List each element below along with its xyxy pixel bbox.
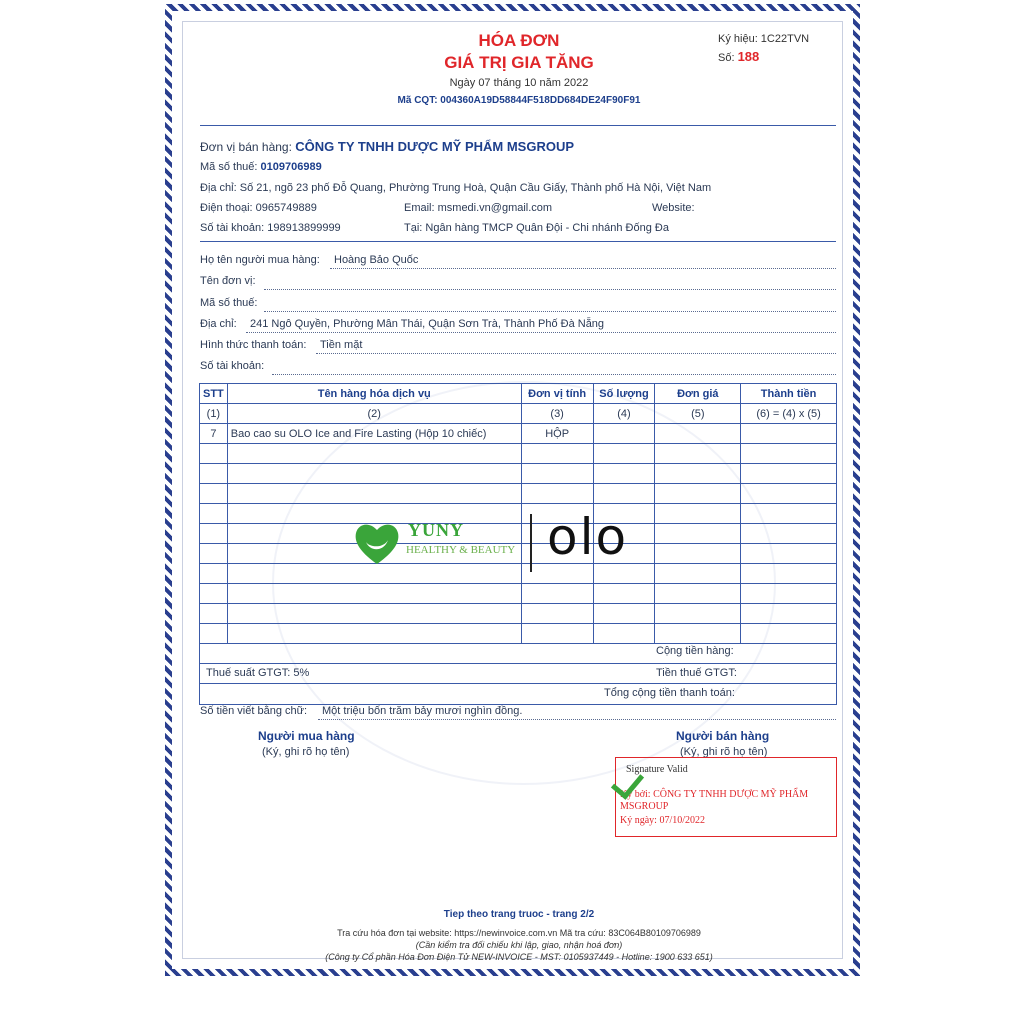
seller-name-label: Đơn vị bán hàng: — [200, 140, 296, 154]
payment-label: Hình thức thanh toán: — [200, 339, 307, 351]
dotted-line — [330, 268, 836, 269]
seller-email: Email: msmedi.vn@gmail.com — [404, 202, 553, 214]
summary-box — [199, 643, 837, 705]
dotted-line — [264, 289, 836, 290]
table-subheader-row — [200, 404, 837, 424]
buyer-account-label: Số tài khoản: — [200, 360, 265, 372]
signature-by: Ký bởi: CÔNG TY TNHH DƯỢC MỸ PHẨM MSGROUP — [620, 789, 809, 812]
yuny-logo-text: YUNY — [408, 520, 464, 540]
buyer-tax-label: Mã số thuế: — [200, 297, 258, 309]
row-stt: 7 — [200, 424, 228, 444]
payment-method: Tiền mặt — [320, 339, 363, 351]
seller-tax-label: Mã số thuế: — [200, 161, 261, 173]
col-header-amount: Thành tiền — [741, 384, 837, 404]
buyer-name: Hoàng Bảo Quốc — [334, 254, 419, 266]
col-header-price: Đơn giá — [655, 384, 741, 404]
divider — [200, 125, 836, 126]
table-row-empty — [200, 464, 837, 484]
table-row-empty — [200, 444, 837, 464]
digital-signature-box — [615, 757, 837, 837]
row-price-redacted — [655, 424, 741, 444]
seller-phone: Điện thoại: 0965749889 — [200, 202, 317, 214]
row-amount-redacted — [741, 424, 837, 444]
table-row-empty — [200, 604, 837, 624]
brand-logos — [352, 508, 682, 584]
subheader: (6) = (4) x (5) — [741, 404, 837, 424]
subheader: (1) — [200, 404, 228, 424]
amount-words-label: Số tiền viết bằng chữ: — [200, 705, 308, 717]
signature-date: Ký ngày: 07/10/2022 — [620, 815, 705, 826]
subheader: (3) — [521, 404, 593, 424]
invoice-frame — [165, 4, 860, 976]
invoice-symbol: Ký hiệu: 1C22TVN — [718, 33, 810, 45]
dotted-line — [318, 719, 836, 720]
seller-website: Website: — [652, 202, 695, 214]
col-header-stt: STT — [200, 384, 228, 404]
dotted-line — [272, 374, 836, 375]
lookup-info: Tra cứu hóa đơn tại website: https://newinvoice.com.vn Mã tra cứu: 83C064B80109706989 — [337, 928, 701, 938]
invoice-title: HÓA ĐƠN — [478, 31, 560, 50]
table-row-empty — [200, 624, 837, 644]
table-row-empty — [200, 484, 837, 504]
yuny-logo-sub: HEALTHY & BEAUTY — [406, 544, 516, 556]
buyer-sign-title: Người mua hàng — [258, 729, 355, 743]
page-continue: Tiep theo trang truoc - trang 2/2 — [443, 909, 595, 920]
divider — [200, 241, 836, 242]
table-header-row — [200, 384, 837, 404]
total-label: Tổng cộng tiền thanh toán: — [604, 687, 735, 699]
vat-label: Tiền thuế GTGT: — [656, 667, 737, 679]
row-name: Bao cao su OLO Ice and Fire Lasting (Hộp 10 chiếc) — [227, 424, 521, 444]
buyer-unit-label: Tên đơn vị: — [200, 275, 256, 287]
olo-logo: olo — [547, 508, 629, 566]
seller-name-row — [200, 139, 574, 154]
invoice-number-label: Số: — [718, 52, 738, 64]
seller-sign-sub: (Ký, ghi rõ họ tên) — [680, 746, 768, 758]
table-row-empty — [200, 584, 837, 604]
invoice-subtitle: GIÁ TRỊ GIA TĂNG — [444, 53, 594, 72]
signature-valid: Signature Valid — [626, 764, 688, 775]
buyer-name-label: Họ tên người mua hàng: — [200, 254, 320, 266]
subheader: (2) — [227, 404, 521, 424]
row-qty-redacted — [593, 424, 655, 444]
yuny-heart-logo — [352, 518, 402, 568]
dotted-line — [246, 332, 836, 333]
invoice-date: Ngày 07 tháng 10 năm 2022 — [449, 77, 589, 89]
subheader: (4) — [593, 404, 655, 424]
seller-account: Số tài khoản: 198913899999 — [200, 222, 341, 234]
divider — [200, 683, 836, 684]
table-row — [200, 424, 837, 444]
divider — [200, 663, 836, 664]
vat-rate: Thuế suất GTGT: 5% — [206, 667, 310, 679]
subheader: (5) — [655, 404, 741, 424]
seller-sign-title: Người bán hàng — [676, 729, 770, 743]
tax-authority-code: Mã CQT: 004360A19D58844F518DD684DE24F90F91 — [397, 95, 641, 106]
subtotal-label: Cộng tiền hàng: — [656, 645, 734, 657]
col-header-name: Tên hàng hóa dịch vụ — [227, 384, 521, 404]
buyer-address: 241 Ngô Quyền, Phường Mân Thái, Quận Sơn Trà, Thành Phố Đà Nẵng — [250, 318, 605, 330]
invoice-number — [718, 49, 759, 64]
buyer-address-label: Địa chỉ: — [200, 318, 237, 330]
dotted-line — [264, 311, 836, 312]
seller-name: CÔNG TY TNHH DƯỢC MỸ PHẨM MSGROUP — [295, 139, 575, 154]
row-unit: HỘP — [521, 424, 593, 444]
seller-tax: 0109706989 — [260, 161, 322, 173]
col-header-qty: Số lượng — [593, 384, 655, 404]
col-header-unit: Đơn vị tính — [521, 384, 593, 404]
dotted-line — [316, 353, 836, 354]
amount-words: Một triệu bốn trăm bảy mươi nghìn đồng. — [322, 705, 523, 717]
logo-divider — [530, 514, 532, 572]
buyer-sign-sub: (Ký, ghi rõ họ tên) — [262, 746, 350, 758]
seller-address: Địa chỉ: Số 21, ngõ 23 phố Đỗ Quang, Phường Trung Hoà, Quận Cầu Giấy, Thành phố Hà Nội, Việt Nam — [200, 182, 712, 194]
provider-info: (Công ty Cổ phần Hóa Đơn Điện Tử NEW-INVOICE - MST: 0105937449 - Hotline: 1900 633 651) — [325, 952, 713, 962]
seller-bank: Tại: Ngân hàng TMCP Quân Đội - Chi nhánh Đống Đa — [404, 222, 669, 234]
invoice-number-value: 188 — [737, 49, 760, 64]
lookup-note: (Cần kiểm tra đối chiếu khi lập, giao, nhận hoá đơn) — [415, 940, 623, 950]
seller-tax-row — [200, 161, 322, 173]
